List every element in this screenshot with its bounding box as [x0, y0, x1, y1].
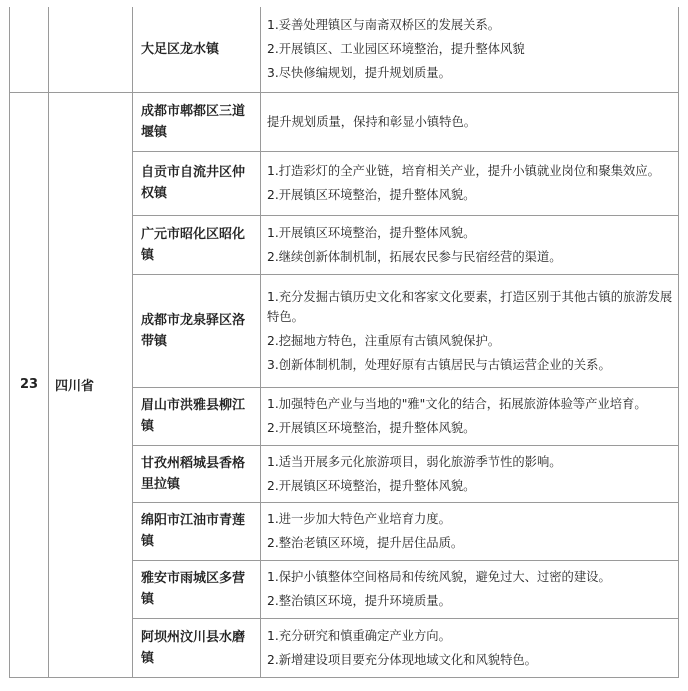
town-cell: 大足区龙水镇	[133, 7, 261, 92]
town-cell: 自贡市自流井区仲权镇	[133, 151, 261, 215]
table-row	[10, 7, 679, 92]
table-row	[10, 92, 679, 151]
measure-item: 2.开展镇区环境整治，提升整体风貌。	[267, 421, 476, 435]
measure-item: 1.妥善处理镇区与南斋双桥区的发展关系。	[267, 18, 501, 33]
town-cell: 雅安市雨城区多营镇	[133, 560, 261, 618]
measures-cell	[261, 502, 679, 560]
measure-item: 2.开展镇区、工业园区环境整治，提升整体风貌	[267, 42, 525, 57]
number-cell	[10, 7, 49, 92]
measures-cell	[261, 7, 679, 92]
measure-item: 1.保护小镇整体空间格局和传统风貌，避免过大、过密的建设。	[267, 570, 611, 584]
measure-item: 2.新增建设项目要充分体现地域文化和风貌特色。	[267, 652, 537, 667]
measure-item: 提升规划质量，保持和彰显小镇特色。	[267, 114, 477, 129]
town-cell: 阿坝州汶川县水磨镇	[133, 618, 261, 677]
measure-item: 1.适当开展多元化旅游项目，弱化旅游季节性的影响。	[267, 454, 562, 469]
measures-cell	[261, 215, 679, 274]
town-cell: 成都市龙泉驿区洛带镇	[133, 274, 261, 387]
measure-item: 2.开展镇区环境整治，提升整体风貌。	[267, 478, 476, 493]
town-cell: 成都市郫都区三道堰镇	[133, 92, 261, 151]
town-cell: 眉山市洪雅县柳江镇	[133, 387, 261, 445]
measure-item: 2.继续创新体制机制，拓展农民参与民宿经营的渠道。	[267, 249, 562, 264]
measure-item: 1.开展镇区环境整治，提升整体风貌。	[267, 225, 476, 240]
measure-item: 1.充分研究和慎重确定产业方向。	[267, 628, 451, 643]
province-cell: 四川省	[49, 92, 133, 677]
measure-item: 1.加强特色产业与当地的"雅"文化的结合，拓展旅游体验等产业培育。	[267, 397, 647, 411]
measures-cell	[261, 92, 679, 151]
measure-item: 1.进一步加大特色产业培育力度。	[267, 512, 451, 526]
measures-cell	[261, 274, 679, 387]
province-cell	[49, 7, 133, 92]
measure-item: 2.整治镇区环境，提升环境质量。	[267, 594, 451, 608]
measures-cell	[261, 445, 679, 502]
measures-cell	[261, 151, 679, 215]
measure-item: 3.尽快修编规划，提升规划质量。	[267, 66, 451, 81]
measures-cell	[261, 560, 679, 618]
measure-item: 2.挖掘地方特色，注重原有古镇风貌保护。	[267, 333, 501, 348]
measure-item: 1.打造彩灯的全产业链，培育相关产业，提升小镇就业岗位和聚集效应。	[267, 164, 660, 178]
town-cell: 甘孜州稻城县香格里拉镇	[133, 445, 261, 502]
measure-item: 1.充分发掘古镇历史文化和客家文化要素，打造区别于其他古镇的旅游发展特色。	[267, 289, 673, 324]
measure-item: 3.创新体制机制，处理好原有古镇居民与古镇运营企业的关系。	[267, 357, 611, 372]
measures-cell	[261, 387, 679, 445]
town-cell: 绵阳市江油市青莲镇	[133, 502, 261, 560]
measures-cell	[261, 618, 679, 677]
number-cell: 23	[10, 92, 49, 677]
measure-item: 2.整治老镇区环境，提升居住品质。	[267, 536, 464, 550]
town-cell: 广元市昭化区昭化镇	[133, 215, 261, 274]
measure-item: 2.开展镇区环境整治，提升整体风貌。	[267, 188, 476, 202]
towns-table	[9, 7, 679, 678]
